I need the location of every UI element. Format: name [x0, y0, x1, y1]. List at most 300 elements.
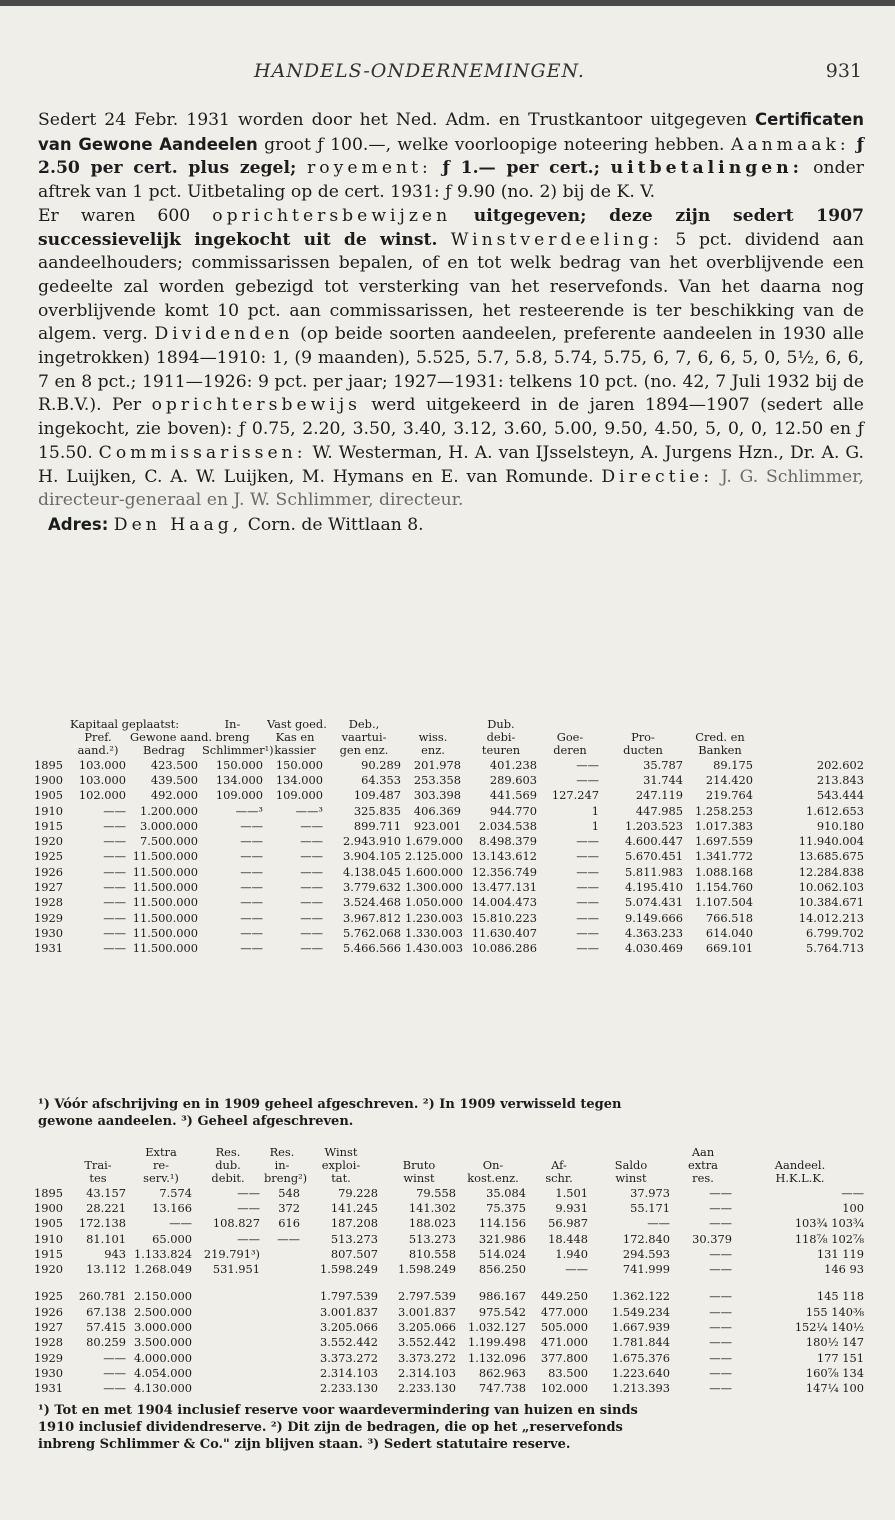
- table-cell: 11.500.000: [132, 849, 198, 864]
- table-header-cell: Af-: [551, 1158, 567, 1173]
- table-cell: ——: [240, 925, 263, 940]
- table-cell: ——: [240, 879, 263, 894]
- table-header-cell: H.K.L.K.: [775, 1171, 825, 1186]
- table-cell: 1: [591, 803, 599, 818]
- table-cell: 406.369: [413, 803, 461, 818]
- table-cell: 3.779.632: [343, 879, 401, 894]
- table-cell: 180½ 147: [805, 1335, 864, 1350]
- table-cell: ——: [103, 834, 126, 849]
- table-cell: 543.444: [816, 788, 864, 803]
- table-cell: 3.205.066: [398, 1319, 456, 1334]
- table-cell: 172.138: [78, 1216, 126, 1231]
- year-cell: 1926: [34, 1304, 63, 1319]
- table-cell: ——: [169, 1216, 192, 1231]
- table-header-cell: Vast goed.: [267, 717, 327, 731]
- table-cell: 766.518: [705, 910, 753, 925]
- table-cell: 7.500.000: [140, 834, 198, 849]
- table-header-cell: aand.²): [77, 743, 119, 758]
- table-cell: 943: [104, 1246, 126, 1261]
- year-cell: 1931: [34, 1381, 63, 1396]
- table-cell: ——: [240, 864, 263, 879]
- table-cell: 449.250: [540, 1289, 588, 1304]
- footnote-line: inbreng Schlimmer & Co." zijn blijven staan. ³) Sedert statutaire reserve.: [38, 1437, 571, 1452]
- table-cell: 2.233.130: [398, 1381, 456, 1396]
- table-header-cell: [32, 731, 68, 744]
- table-cell: 514.024: [478, 1246, 526, 1261]
- table-cell: ——: [277, 1231, 300, 1246]
- table-cell: ——: [103, 941, 126, 956]
- table-header-cell: Bruto: [402, 1158, 436, 1173]
- year-cell: 1930: [34, 1365, 63, 1380]
- table-cell: 441.569: [489, 788, 537, 803]
- table-cell: 5.764.713: [806, 941, 864, 956]
- table-header-cell: [32, 1172, 68, 1185]
- table-header-cell: Extra: [145, 1145, 177, 1159]
- table-header-cell: kassier: [274, 743, 316, 758]
- table-row: [32, 941, 866, 956]
- table-cell: ——³: [235, 803, 263, 818]
- table-cell: 1.600.000: [405, 864, 463, 879]
- table-cell: 1.797.539: [320, 1289, 378, 1304]
- text-run: (op beide soorten aandeelen, preferente aandeelen in 1930 alle ingetrokken) 1894—1910: 1, (9 maanden), 5.525, 5.7, 5.8, 5.74, 5.75, 6, 7, 6, 6, 5, 0, 5½, 6, 6, 7 en 8 pct.; 1911—1926: 9 pct. per jaar; 1927—1931: telkens 10 pct. (no. 42, 7 Juli 1932 bij de R.B.V.). Per: [38, 324, 864, 416]
- table-cell: 89.175: [713, 757, 753, 772]
- term-oprichtersbewijs: oprichtersbewijs: [151, 395, 361, 416]
- term-winstverdeeling: Winstverdeeling:: [450, 229, 663, 250]
- year-cell: 1910: [34, 803, 63, 818]
- table-cell: ——: [103, 925, 126, 940]
- table-header-cell: enz.: [421, 743, 445, 758]
- table-cell: 13.112: [86, 1262, 126, 1277]
- table-cell: ——: [237, 1231, 260, 1246]
- table-cell: ——: [300, 910, 323, 925]
- table-header-cell: Deb.,: [348, 717, 380, 731]
- table-cell: 2.314.103: [320, 1365, 378, 1380]
- table-cell: 1.133.824: [134, 1246, 192, 1261]
- table-cell: 13.143.612: [471, 849, 537, 864]
- table-cell: 1.330.003: [405, 925, 463, 940]
- table-row: [32, 1247, 866, 1262]
- certificates-heading: Certificaten van Gewone Aandeelen: [38, 110, 864, 154]
- table-cell: 109.000: [275, 788, 323, 803]
- table-row: [32, 1186, 866, 1201]
- table-row: [32, 926, 866, 941]
- text-run: groot ƒ 100.—, welke voorloopige noteering hebben.: [257, 134, 731, 155]
- table-cell: ——: [709, 1289, 732, 1304]
- table-row: [32, 880, 866, 895]
- table-cell: 100: [842, 1200, 864, 1215]
- paragraph-certificates: [38, 108, 864, 205]
- table-row: [32, 1232, 866, 1247]
- table-cell: 975.542: [478, 1304, 526, 1319]
- table-cell: 1.203.523: [625, 818, 683, 833]
- table-cell: 114.156: [478, 1216, 526, 1231]
- term-aanmaak: Aanmaak:: [730, 134, 850, 155]
- table-cell: ——: [300, 895, 323, 910]
- table-cell: 5.670.451: [625, 849, 683, 864]
- table-header-cell: debit.: [211, 1171, 245, 1186]
- table-header-cell: Pref.: [84, 730, 112, 745]
- table-cell: 1.501: [555, 1185, 588, 1200]
- table-cell: 1.697.559: [695, 834, 753, 849]
- table-cell: 219.764: [705, 788, 753, 803]
- table-header-cell: ducten: [623, 743, 663, 758]
- table-cell: 155 140⅜: [805, 1304, 864, 1319]
- text-run: W. Westerman, H. A. van IJsselsteyn, A. Jurgens Hzn., Dr. A. G. H. Luijken, C. A. W. Luijken, M. Hymans en E. van Romunde.: [38, 442, 864, 487]
- table-cell: 1.940: [555, 1246, 588, 1261]
- table-cell: 13.477.131: [471, 879, 537, 894]
- table-cell: 83.500: [548, 1365, 588, 1380]
- table-cell: 11.500.000: [132, 895, 198, 910]
- table-cell: 3.524.468: [343, 895, 401, 910]
- table-cell: [194, 1289, 262, 1304]
- table-header-cell: winst: [615, 1171, 647, 1186]
- table-cell: 1.107.504: [695, 895, 753, 910]
- table-cell: ——: [709, 1216, 732, 1231]
- table-cell: 1.679.000: [405, 834, 463, 849]
- table-cell: 260.781: [78, 1289, 126, 1304]
- text-run: werd uitgekeerd in de jaren 1894—1907 (sedert alle ingekocht, zie boven): ƒ 0.75, 2.20, 3.50, 3.40, 3.12, 3.60, 5.00, 9.50, 4.50, 5, 0, 0, 12.50 en ƒ 15.50.: [38, 395, 864, 463]
- footnote-table1: [38, 1096, 862, 1130]
- table-cell: ——: [103, 910, 126, 925]
- table-cell: 5.811.983: [625, 864, 683, 879]
- year-cell: 1900: [34, 772, 63, 787]
- table-cell: 201.978: [413, 757, 461, 772]
- table-cell: 944.770: [489, 803, 537, 818]
- table-cell: 1.667.939: [612, 1319, 670, 1334]
- table-cell: 856.250: [478, 1262, 526, 1277]
- table-cell: 548: [278, 1185, 300, 1200]
- table-cell: 67.138: [86, 1304, 126, 1319]
- table-cell: 65.000: [152, 1231, 192, 1246]
- table-cell: 513.273: [408, 1231, 456, 1246]
- table-cell: ——: [240, 941, 263, 956]
- table-cell: 377.800: [540, 1350, 588, 1365]
- table-row: [32, 819, 866, 834]
- table-cell: ——: [576, 864, 599, 879]
- table-cell: 150.000: [275, 757, 323, 772]
- table-cell: 4.138.045: [343, 864, 401, 879]
- table-cell: 31.744: [643, 772, 683, 787]
- table-cell: 747.738: [478, 1381, 526, 1396]
- table-row: [32, 1305, 866, 1320]
- footnote-line: ¹) Vóór afschrijving en in 1909 geheel afgeschreven. ²) In 1909 verwisseld tegen: [38, 1097, 622, 1112]
- table-cell: 1.223.640: [612, 1365, 670, 1380]
- table-cell: 1.362.122: [612, 1289, 670, 1304]
- table-cell: 109.487: [353, 788, 401, 803]
- table-header-row: [32, 1172, 866, 1185]
- table-cell: 1.088.168: [695, 864, 753, 879]
- table-cell: 5.466.566: [343, 941, 401, 956]
- table-cell: ——: [300, 925, 323, 940]
- table-cell: ——: [565, 1262, 588, 1277]
- page-header: [40, 58, 862, 88]
- table-cell: ——: [576, 895, 599, 910]
- table-cell: 4.600.447: [625, 834, 683, 849]
- table-cell: 109.000: [215, 788, 263, 803]
- table-header-cell: Res.: [215, 1145, 241, 1159]
- table-cell: [262, 1381, 302, 1396]
- table-row: [32, 1351, 866, 1366]
- table-cell: ——: [103, 1365, 126, 1380]
- table-cell: [262, 1320, 302, 1335]
- table-cell: 28.221: [86, 1200, 126, 1215]
- table-cell: ——: [709, 1319, 732, 1334]
- table-row: [32, 865, 866, 880]
- table-cell: 2.233.130: [320, 1381, 378, 1396]
- table-row: [32, 1320, 866, 1335]
- table-cell: 11.500.000: [132, 925, 198, 940]
- table-header-cell: In-: [224, 717, 241, 731]
- table-cell: 1.199.498: [468, 1335, 526, 1350]
- table-cell: 75.375: [486, 1200, 526, 1215]
- table-cell: 103¾ 103¾: [794, 1216, 864, 1231]
- table-cell: 303.398: [413, 788, 461, 803]
- table-cell: 9.931: [555, 1200, 588, 1215]
- year-cell: 1900: [34, 1200, 63, 1215]
- table-cell: 1.598.249: [398, 1262, 456, 1277]
- text-run: onder aftrek van 1 pct. Uitbetaling op de cert. 1931: ƒ 9.90 (no. 2) bij de K. V.: [38, 158, 864, 203]
- table-cell: 103.000: [78, 772, 126, 787]
- running-title: HANDELS-ONDERNEMINGEN.: [254, 60, 585, 82]
- table-cell: 1.050.000: [405, 895, 463, 910]
- table-cell: ——³: [295, 803, 323, 818]
- table-cell: 741.999: [622, 1262, 670, 1277]
- table-cell: 1.230.003: [405, 910, 463, 925]
- table-cell: 4.000.000: [134, 1350, 192, 1365]
- table-cell: ——: [103, 1350, 126, 1365]
- table-cell: ——: [709, 1304, 732, 1319]
- table-header-row: [32, 744, 866, 757]
- table-cell: ——: [103, 895, 126, 910]
- text-run: ƒ 1.— per cert.;: [431, 158, 611, 179]
- table-cell: ——: [576, 879, 599, 894]
- table-cell: ——: [103, 864, 126, 879]
- table-cell: ——: [240, 849, 263, 864]
- footnote-line: gewone aandeelen. ³) Geheel afgeschreven.: [38, 1114, 354, 1129]
- table-header-cell: kost.enz.: [467, 1171, 519, 1186]
- table-cell: ——: [240, 818, 263, 833]
- table-cell: 187.208: [330, 1216, 378, 1231]
- table-header-cell: vaartui-: [341, 730, 387, 745]
- table-cell: 1.300.000: [405, 879, 463, 894]
- table-cell: 1.132.096: [468, 1350, 526, 1365]
- table-cell: [194, 1305, 262, 1320]
- table-header-cell: Kapitaal geplaatst:: [70, 717, 180, 731]
- table-cell: 401.238: [489, 757, 537, 772]
- table-cell: 3.904.105: [343, 849, 401, 864]
- table-header-cell: extra: [688, 1158, 718, 1173]
- table-cell: ——: [576, 910, 599, 925]
- table-cell: 141.245: [330, 1200, 378, 1215]
- table-cell: 7.574: [159, 1185, 192, 1200]
- table-cell: ——: [240, 910, 263, 925]
- table-cell: [194, 1381, 262, 1396]
- table-cell: ——: [576, 849, 599, 864]
- table-header-cell: deren: [553, 743, 587, 758]
- table-cell: 669.101: [705, 941, 753, 956]
- table-cell: 3.001.837: [320, 1304, 378, 1319]
- table-cell: 10.086.286: [471, 941, 537, 956]
- table-cell: 1.200.000: [140, 803, 198, 818]
- table-cell: ——: [647, 1216, 670, 1231]
- table-header-cell: Bedrag: [143, 743, 185, 758]
- table-cell: 513.273: [330, 1231, 378, 1246]
- address-street: Corn. de Wittlaan 8.: [242, 514, 424, 535]
- table-cell: 9.149.666: [625, 910, 683, 925]
- table-cell: 1.017.383: [695, 818, 753, 833]
- table-cell: 103.000: [78, 757, 126, 772]
- table-cell: 247.119: [635, 788, 683, 803]
- text-run: ƒ 2.50 per cert. plus zegel;: [38, 134, 864, 179]
- table-cell: ——: [576, 834, 599, 849]
- year-cell: 1926: [34, 864, 63, 879]
- table-cell: 3.552.442: [398, 1335, 456, 1350]
- table-row: [32, 1216, 866, 1231]
- table-header-cell: dub.: [215, 1158, 241, 1173]
- table-cell: 79.558: [416, 1185, 456, 1200]
- table-cell: 108.827: [212, 1216, 260, 1231]
- table-cell: 1: [591, 818, 599, 833]
- table-cell: ——: [300, 818, 323, 833]
- table-cell: 147¼ 100: [805, 1381, 864, 1396]
- table-cell: 102.000: [78, 788, 126, 803]
- table-header-cell: [32, 718, 68, 731]
- year-cell: 1928: [34, 895, 63, 910]
- paragraph-main: [38, 205, 864, 513]
- table-header-cell: serv.¹): [143, 1171, 179, 1186]
- table-cell: ——: [300, 834, 323, 849]
- table-cell: 3.373.272: [398, 1350, 456, 1365]
- table-cell: 6.799.702: [806, 925, 864, 940]
- term-directie: Directie:: [601, 466, 714, 487]
- table-cell: 37.973: [630, 1185, 670, 1200]
- year-cell: 1910: [34, 1231, 63, 1246]
- table-cell: 5.762.068: [343, 925, 401, 940]
- table-row: [32, 1262, 866, 1277]
- text-run: 5 pct. dividend aan aandeelhouders; commissarissen bepalen, of en tot welk bedrag van het overblijvende een gedeelte zal worden gebezigd tot versterking van het reservefonds. Van het daarna nog overblijvende komt 10 pct. aan commissarissen, het resteerende is ter beschikking van de algem. verg.: [38, 229, 864, 345]
- table-cell: 807.507: [330, 1246, 378, 1261]
- table-row: [32, 1289, 866, 1304]
- table-cell: 11.500.000: [132, 879, 198, 894]
- table-cell: 81.101: [86, 1231, 126, 1246]
- table-cell: 1.675.376: [612, 1350, 670, 1365]
- table-cell: 2.500.000: [134, 1304, 192, 1319]
- table-cell: ——: [300, 879, 323, 894]
- table-header-cell: winst: [403, 1171, 435, 1186]
- table-cell: 11.500.000: [132, 910, 198, 925]
- table-header-cell: re-: [152, 1158, 170, 1173]
- table-cell: 2.943.910: [343, 834, 401, 849]
- table-cell: 64.353: [361, 772, 401, 787]
- table-cell: 289.603: [489, 772, 537, 787]
- table-cell: 11.940.004: [798, 834, 864, 849]
- address-city: Den Haag,: [113, 514, 243, 535]
- table-cell: 372: [278, 1200, 300, 1215]
- table-cell: [194, 1366, 262, 1381]
- table-cell: 219.791³): [203, 1246, 260, 1261]
- table-row: [32, 1335, 866, 1350]
- year-cell: 1928: [34, 1335, 63, 1350]
- term-royement: royement:: [307, 158, 432, 179]
- table-cell: 11.630.407: [471, 925, 537, 940]
- table-cell: [262, 1247, 302, 1262]
- table-header-cell: Gewone aand.: [130, 730, 212, 745]
- footnote-table2: [38, 1402, 862, 1453]
- table-cell: 4.130.000: [134, 1381, 192, 1396]
- table-cell: 1.154.760: [695, 879, 753, 894]
- table-cell: 18.448: [548, 1231, 588, 1246]
- year-cell: 1915: [34, 1246, 63, 1261]
- table-cell: ——: [103, 849, 126, 864]
- table-cell: 14.004.473: [471, 895, 537, 910]
- year-cell: 1920: [34, 834, 63, 849]
- table-cell: ——: [709, 1365, 732, 1380]
- table-cell: 862.963: [478, 1365, 526, 1380]
- table-cell: [262, 1262, 302, 1277]
- table-cell: 531.951: [212, 1262, 260, 1277]
- year-cell: 1929: [34, 910, 63, 925]
- table-row: [32, 1201, 866, 1216]
- table-header-cell: Schlimmer¹): [202, 743, 274, 758]
- year-cell: 1915: [34, 818, 63, 833]
- table-cell: ——: [709, 1381, 732, 1396]
- table-cell: 160⅞ 134: [805, 1365, 864, 1380]
- table-cell: ——: [576, 772, 599, 787]
- table-cell: 188.023: [408, 1216, 456, 1231]
- table-header-cell: Cred. en: [695, 730, 745, 745]
- table-cell: 141.302: [408, 1200, 456, 1215]
- table-header-cell: Aan: [691, 1145, 715, 1159]
- table-cell: 477.000: [540, 1304, 588, 1319]
- table-cell: ——: [576, 925, 599, 940]
- table-cell: 3.500.000: [134, 1335, 192, 1350]
- table-cell: ——: [709, 1246, 732, 1261]
- table-cell: 30.379: [692, 1231, 732, 1246]
- table-header-cell: [32, 1159, 68, 1172]
- table-gap: [32, 1277, 866, 1289]
- table-cell: ——: [841, 1185, 864, 1200]
- table-header-cell: Goe-: [556, 730, 584, 745]
- table-cell: ——: [240, 895, 263, 910]
- table-cell: 616: [278, 1216, 300, 1231]
- table-cell: 145 118: [816, 1289, 864, 1304]
- table-row: [32, 1381, 866, 1396]
- table-header-cell: teuren: [481, 743, 521, 758]
- table-row: [32, 834, 866, 849]
- table-cell: 118⅞ 102⅞: [794, 1231, 864, 1246]
- table-header-cell: in-: [274, 1158, 290, 1173]
- table-cell: 55.171: [630, 1200, 670, 1215]
- table-cell: 177 151: [816, 1350, 864, 1365]
- table-cell: 1.598.249: [320, 1262, 378, 1277]
- table-cell: [262, 1351, 302, 1366]
- table-header-cell: Res.: [269, 1145, 295, 1159]
- year-cell: 1931: [34, 941, 63, 956]
- year-cell: 1895: [34, 1185, 63, 1200]
- table-row: [32, 849, 866, 864]
- table-cell: [262, 1366, 302, 1381]
- footnote-line: ¹) Tot en met 1904 inclusief reserve voor waardevermindering van huizen en sinds: [38, 1403, 638, 1418]
- address-line: [38, 513, 864, 538]
- table-header-cell: gen enz.: [339, 743, 389, 758]
- term-oprichtersbewijzen: oprichtersbewijzen: [212, 205, 452, 226]
- year-cell: 1930: [34, 925, 63, 940]
- table-header-cell: breng²): [264, 1171, 308, 1186]
- table-header-cell: Pro-: [631, 730, 655, 745]
- table-cell: ——: [237, 1200, 260, 1215]
- table-cell: ——: [300, 864, 323, 879]
- table-header-cell: debi-: [486, 730, 516, 745]
